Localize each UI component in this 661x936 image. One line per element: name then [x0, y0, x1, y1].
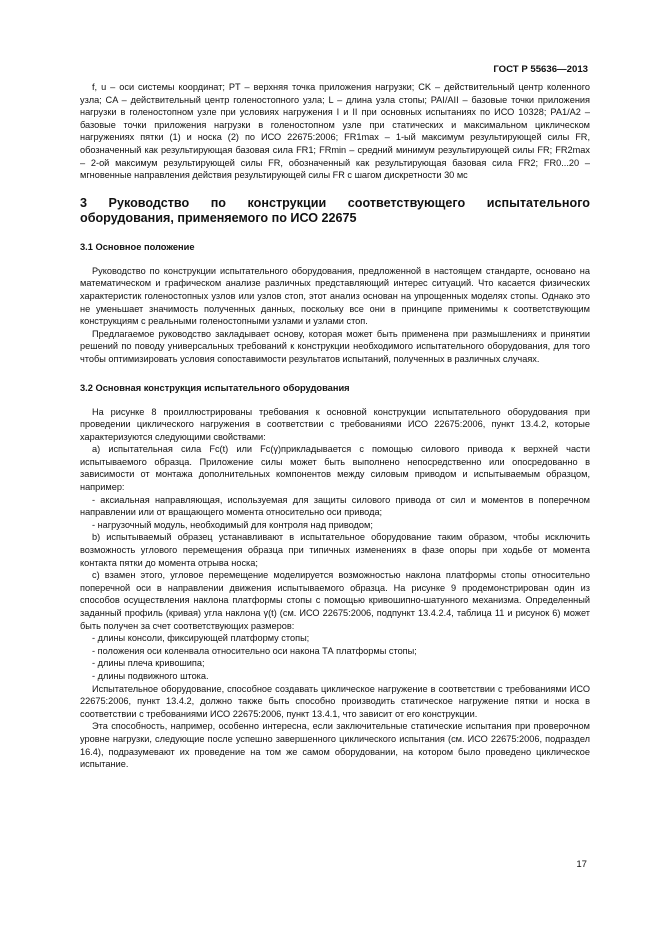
list-item: - аксиальная направляющая, используемая для защиты силового привода от сил и моментов в поперечном направлении или от вращающего момента относительно оси привода; — [80, 494, 590, 518]
paragraph: Испытательное оборудование, способное создавать циклическое нагружение в соответствии с требованиями ИСО 22675:2006, пункт 13.4.2, должно также быть способно производить статическое нагружение пятки и носка в соответствии с требованиями ИСО 22675:2006, пункт 13.4.1, что зависит от его конструкции. — [80, 683, 590, 719]
list-item: - длины консоли, фиксирующей платформу стопы; — [92, 633, 310, 644]
paragraph: Эта способность, например, особенно интересна, если заключительные статические испытания при проверочном уровне нагрузки, следующие после успешно завершенного циклического испытания (см. ИСО 22675:2006, подраздел 16.4), подразумевают их проведение на том же самом оборудовании, на котором было проведено циклическое испытание. — [80, 721, 590, 770]
paragraph: На рисунке 8 проиллюстрированы требования к основной конструкции испытательного оборудования при проведении циклического нагружения в соответствии с требованиями ИСО 22675:2006, пункт 13.4.2, которые характеризуются следующими свойствами: — [80, 406, 590, 442]
page-body — [80, 80, 590, 771]
paragraph: Предлагаемое руководство закладывает основу, которая может быть применена при размышлениях и принятии решений по поводу универсальных требований к конструкции необходимого испытательного оборудования, для того чтобы оптимизировать условия сопоставимости результатов испытаний, полученных в различных случаях. — [80, 328, 590, 364]
list-item-b: b) испытываемый образец устанавливают в испытательное оборудование таким образом, чтобы исключить возможность углового перемещения образца при типичных изменениях в фазе опоры при ходьбе от момента контакта пятки до момента отрыва носка; — [80, 532, 590, 568]
document-id: ГОСТ Р 55636—2013 — [493, 64, 588, 75]
list-item: - положения оси коленвала относительно оси накона ТА платформы стопы; — [92, 645, 417, 656]
list-item-c: с) взамен этого, угловое перемещение моделируется возможностью наклона платформы стопы относительно поперечной оси в направлении движения испытываемого образца. На рисунке 9 продемонстрирован один из способов осуществления наклона платформы стопы с помощью кривошипно-шатунного механизма. Определенный заданный профиль (кривая) угла наклона γ(t) (см. ИСО 22675:2006, подпункт 13.4.2.4, таблица 11 и рисунок 6) может быть получен за счет соответствующих размеров: — [80, 570, 590, 631]
page-number: 17 — [576, 859, 587, 870]
list-item: - длины плеча кривошипа; — [92, 658, 205, 669]
section-3-2-title: 3.2 Основная конструкция испытательного оборудования — [80, 382, 350, 393]
section-3-title: 3 Руководство по конструкции соответствующего испытательного оборудования, применяемого по ИСО 22675 — [80, 195, 590, 226]
list-item-a: а) испытательная сила Fc(t) или Fc(γ)прикладывается с помощью силового привода к верхней части испытываемого образца. Приложение силы может быть выполнено непосредственно или опосредованно в зависимости от монтажа дополнительных компонентов между силовым приводом и испытываемым образцом, например: — [80, 444, 590, 493]
section-3-1-title: 3.1 Основное положение — [80, 241, 195, 252]
paragraph: Руководство по конструкции испытательного оборудования, предложенной в настоящем стандарте, основано на математическом и графическом анализе различных представляющий интерес ситуаций. Что касается физических характеристик голеностопных узлов или узлов стоп, этот анализ основан на упрощенных моделях стопы. Однако это не уменьшает значимость полученных данных, поскольку все они в принципе применимы к соответствующим конструкциям с реальными голеностопными узлами и узлами стоп. — [80, 265, 590, 327]
list-item: - длины подвижного штока. — [92, 670, 209, 681]
list-item: - нагрузочный модуль, необходимый для контроля над приводом; — [92, 519, 373, 530]
symbol-definitions: f, u – оси системы координат; PT – верхняя точка приложения нагрузки; CK – действительный центр коленного узла; CA – действительный центр голеностопного узла; L – длина узла стопы; PAI/AII – базовые точки приложения нагрузки в голеностопном узле при условиях нагружения I и II при основных испытаниях по ИСО 10328; PA1/A2 – базовые точки приложения нагрузки в голеностопном узле при статических и максимальном циклическом нагружениях пятки (1) и носка (2) по ИСО 22675:2006; FR1max – 1-ый максимум результирующей силы FR, обозначенный как результирующая базовая сила FR1; FRmin – средний минимум результирующей силы FR; FR2max – 2-ой максимум результирующей силы FR, обозначенный как результирующая базовая сила FR2; FR0...20 – мгновенные направления действия результирующей силы FR с шагом дискретности 30 мс — [80, 82, 590, 181]
